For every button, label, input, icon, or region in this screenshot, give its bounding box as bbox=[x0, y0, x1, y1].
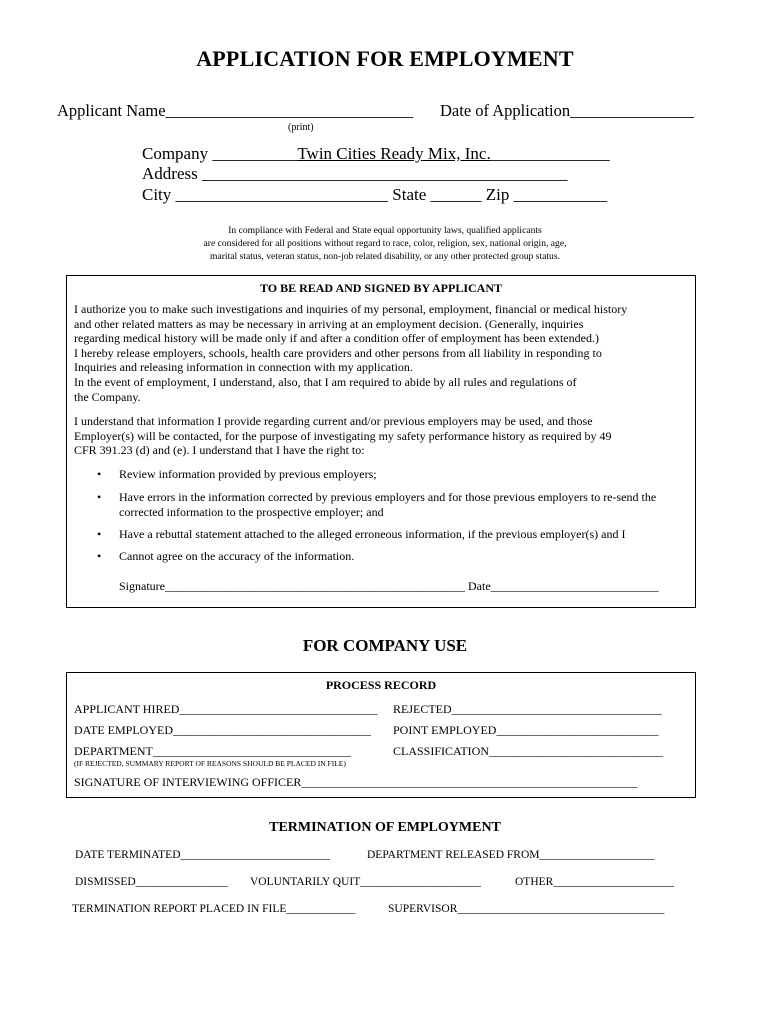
paragraph-line: I authorize you to make such investigations and inquiries of my personal, employment, financial or medical history bbox=[74, 302, 628, 316]
paragraph-line: In the event of employment, I understand, also, that I am required to abide by all rules and regulations of bbox=[74, 374, 577, 389]
voluntarily-quit-field[interactable]: VOLUNTARILY QUIT_____________________ bbox=[250, 876, 481, 888]
authorization-paragraph bbox=[74, 302, 627, 404]
rights-bullet bbox=[97, 549, 355, 564]
rights-bullet bbox=[97, 527, 626, 542]
date-terminated-field[interactable]: DATE TERMINATED__________________________ bbox=[75, 849, 331, 861]
rejected-field[interactable]: REJECTED___________________________________ bbox=[393, 702, 662, 716]
applicant-name-field[interactable]: Applicant Name______________________________ bbox=[57, 101, 414, 120]
city-state-zip-field[interactable]: City _________________________ State ______ Zip ___________ bbox=[142, 185, 608, 204]
bullet-dot: • bbox=[97, 549, 102, 563]
signature-date-field[interactable]: Signature__________________________________________________ Date____________________________ bbox=[119, 579, 659, 593]
print-note: (print) bbox=[288, 122, 314, 133]
rights-bullet bbox=[97, 490, 657, 505]
classification-field[interactable]: CLASSIFICATION_____________________________ bbox=[393, 744, 664, 758]
paragraph-line: I hereby release employers, schools, health care providers and other persons from all liability in responding to bbox=[74, 345, 602, 360]
company-field[interactable] bbox=[142, 144, 610, 164]
report-placed-field[interactable]: TERMINATION REPORT PLACED IN FILE____________ bbox=[72, 903, 356, 915]
compliance-line: In compliance with Federal and State equal opportunity laws, qualified applicants bbox=[228, 225, 542, 236]
applicant-hired-field[interactable]: APPLICANT HIRED_________________________________ bbox=[74, 702, 378, 716]
paragraph-line: and other related matters as may be necessary in arriving at an employment decision. (Generally, inquiries bbox=[74, 316, 584, 331]
address-field[interactable]: Address ___________________________________________ bbox=[142, 164, 568, 183]
authorization-box bbox=[66, 275, 696, 608]
rejected-note: (IF REJECTED, SUMMARY REPORT OF REASONS SHOULD BE PLACED IN FILE) bbox=[74, 759, 346, 768]
compliance-line: are considered for all positions without regard to race, color, religion, sex, national origin, age, bbox=[203, 238, 567, 249]
paragraph-line: Inquiries and releasing information in connection with my application. bbox=[74, 360, 413, 375]
rights-bullet bbox=[97, 467, 377, 482]
bullet-text: Review information provided by previous employers; bbox=[119, 467, 377, 481]
paragraph-line: the Company. bbox=[74, 389, 141, 404]
other-field[interactable]: OTHER_____________________ bbox=[515, 876, 675, 888]
company-use-title: FOR COMPANY USE bbox=[302, 636, 468, 655]
paragraph-line: CFR 391.23 (d) and (e). I understand that I have the right to: bbox=[74, 443, 365, 458]
form-title: APPLICATION FOR EMPLOYMENT bbox=[196, 46, 574, 71]
bullet-dot: • bbox=[97, 467, 102, 481]
dismissed-field[interactable]: DISMISSED________________ bbox=[75, 876, 228, 888]
paragraph-line: Employer(s) will be contacted, for the purpose of investigating my safety performance history as required by 49 bbox=[74, 428, 612, 443]
bullet-text: Have a rebuttal statement attached to the alleged erroneous information, if the previous employer(s) and I bbox=[119, 527, 626, 541]
company-trail: ______________ bbox=[490, 144, 610, 163]
bullet-text: Cannot agree on the accuracy of the information. bbox=[119, 549, 355, 563]
point-employed-field[interactable]: POINT EMPLOYED___________________________ bbox=[393, 723, 659, 737]
compliance-statement bbox=[0, 224, 770, 263]
date-employed-field[interactable]: DATE EMPLOYED_________________________________ bbox=[74, 723, 371, 737]
compliance-line: marital status, veteran status, non-job related disability, or any other protected group status. bbox=[210, 251, 560, 262]
department-released-field[interactable]: DEPARTMENT RELEASED FROM____________________ bbox=[367, 849, 655, 861]
authorization-title: TO BE READ AND SIGNED BY APPLICANT bbox=[259, 281, 503, 295]
supervisor-field[interactable]: SUPERVISOR____________________________________ bbox=[388, 903, 665, 915]
paragraph-line: regarding medical history will be made only if and after a condition offer of employment has been extended.) bbox=[74, 331, 599, 346]
paragraph-line: I understand that information I provide regarding current and/or previous employers may be used, and those bbox=[74, 414, 593, 428]
date-of-application-field[interactable]: Date of Application_______________ bbox=[440, 101, 694, 120]
company-label: Company __________ bbox=[142, 144, 298, 163]
bullet-dot: • bbox=[97, 527, 102, 541]
bullet-dot: • bbox=[97, 490, 102, 504]
department-field[interactable]: DEPARTMENT_________________________________ bbox=[74, 744, 351, 758]
interviewer-signature-field[interactable]: SIGNATURE OF INTERVIEWING OFFICER________________________________________________________ bbox=[74, 775, 638, 789]
rights-paragraph bbox=[74, 414, 612, 458]
bullet-continuation: corrected information to the prospective employer; and bbox=[119, 505, 384, 519]
bullet-text: Have errors in the information corrected by previous employers and for those previous employers to re-send the bbox=[119, 490, 657, 504]
process-record-box bbox=[66, 672, 696, 798]
company-value: Twin Cities Ready Mix, Inc. bbox=[297, 144, 491, 163]
process-record-title: PROCESS RECORD bbox=[325, 678, 437, 692]
termination-title: TERMINATION OF EMPLOYMENT bbox=[269, 820, 501, 835]
